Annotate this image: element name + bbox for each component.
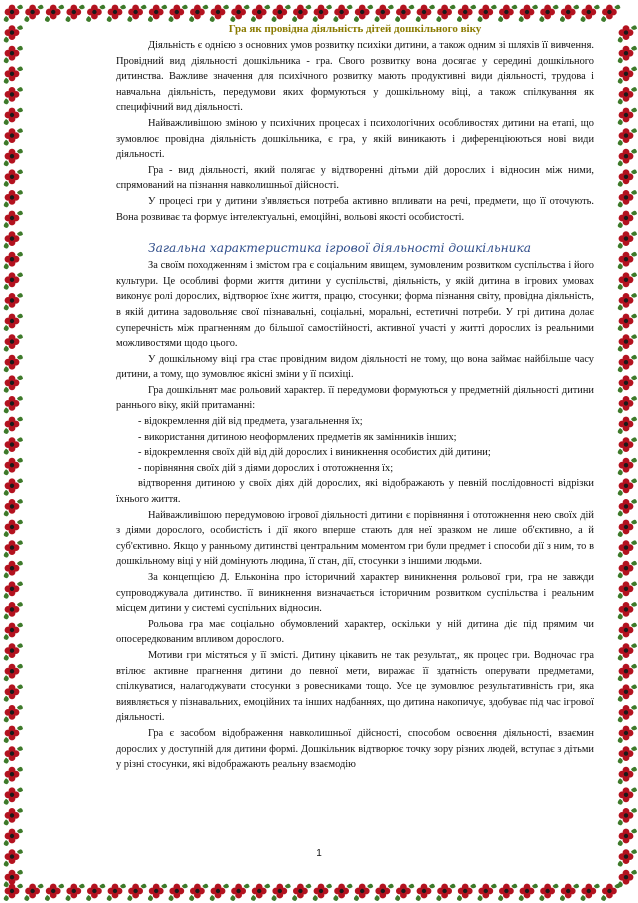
paragraph: Гра є засобом відображення навколишньої дійсності, способом освоєння діяльності, взаємин дорослих у доступній для дитини формі. Дошкільник відтворює точку зору різних людей, вступає з дітьми у різні стосунки, які відображають реальну взаємодію	[116, 727, 594, 771]
border-flower-icon	[4, 520, 23, 537]
border-flower-icon	[45, 884, 64, 901]
border-flower-icon	[618, 684, 637, 701]
border-flower-icon	[4, 684, 23, 701]
border-flower-icon	[4, 623, 23, 640]
border-flower-icon	[230, 5, 249, 22]
border-flower-icon	[478, 5, 497, 22]
border-flower-icon	[4, 128, 23, 145]
border-flower-icon	[618, 396, 637, 413]
border-flower-icon	[45, 5, 64, 22]
border-flower-icon	[618, 46, 637, 63]
border-flower-icon	[4, 664, 23, 681]
border-flower-icon	[333, 884, 352, 901]
border-flower-icon	[4, 87, 23, 104]
border-flower-icon	[498, 5, 517, 22]
border-flower-icon	[251, 884, 270, 901]
border-flower-icon	[618, 767, 637, 784]
border-flower-icon	[436, 884, 455, 901]
border-flower-icon	[4, 458, 23, 475]
border-flower-icon	[618, 375, 637, 392]
border-flower-icon	[618, 581, 637, 598]
border-flower-icon	[4, 231, 23, 248]
border-flower-icon	[189, 884, 208, 901]
border-flower-icon	[4, 581, 23, 598]
border-flower-icon	[189, 5, 208, 22]
border-flower-icon	[169, 5, 188, 22]
border-flower-icon	[519, 5, 538, 22]
document-title: Гра як провідна діяльність дітей дошкільного віку	[228, 23, 482, 35]
border-flower-icon	[618, 499, 637, 516]
paragraph: Рольова гра має соціально обумовлений характер, оскільки у ній дитина діє під прямим чи опосередкованим впливом дорослого.	[116, 618, 594, 646]
border-flower-icon	[416, 884, 435, 901]
paragraph: У процесі гри у дитини з'являється потреба активно впливати на речі, предмети, що її оточують. Вона розвиває та формує інтелектуальні, емоційні, вольові якості особистості.	[116, 195, 594, 223]
border-flower-icon	[375, 884, 394, 901]
border-flower-icon	[354, 5, 373, 22]
preconditions-list	[116, 414, 594, 476]
border-flower-icon	[127, 5, 146, 22]
paragraph: За своїм походженням і змістом гра є соціальним явищем, зумовленим розвитком суспільства і його культури. Це особливі форми життя дитини у суспільстві, діяльність, у якій дитина в ігрових умовах виконує ролі дорослих, відтворює їхнє життя, працю, стосунки; форма пізнання світу, провідна діяльність, в якій дитина задовольняє свої пізнавальні, соціальні, моральні, естетичні потреби. У грі дитина долає суперечність між прагненням до більшої самостійності, активної участі у житті дорослих із реальними можливостями щодо цього.	[116, 260, 594, 350]
intro-section	[116, 38, 594, 225]
border-flower-icon	[618, 334, 637, 351]
border-flower-icon	[395, 884, 414, 901]
border-flower-icon	[272, 5, 291, 22]
border-flower-icon	[4, 561, 23, 578]
border-flower-icon	[148, 5, 167, 22]
border-flower-icon	[618, 25, 637, 42]
border-flower-icon	[601, 5, 620, 22]
border-flower-icon	[230, 884, 249, 901]
border-flower-icon	[618, 272, 637, 289]
border-flower-icon	[618, 128, 637, 145]
border-flower-icon	[539, 884, 558, 901]
border-flower-icon	[618, 478, 637, 495]
border-flower-icon	[618, 190, 637, 207]
border-flower-icon	[66, 884, 85, 901]
paragraph: У дошкільному віці гра стає провідним видом діяльності не тому, що вона займає найбільше часу дитини, а тому, що зумовлює якісні зміни у її психіці.	[116, 353, 594, 381]
border-flower-icon	[618, 602, 637, 619]
border-flower-icon	[618, 746, 637, 763]
border-flower-icon	[618, 808, 637, 825]
border-flower-icon	[4, 499, 23, 516]
border-flower-icon	[313, 5, 332, 22]
border-flower-icon	[127, 884, 146, 901]
border-flower-icon	[618, 417, 637, 434]
border-flower-icon	[333, 5, 352, 22]
border-flower-icon	[4, 643, 23, 660]
border-flower-icon	[498, 884, 517, 901]
border-flower-icon	[4, 334, 23, 351]
border-flower-icon	[4, 705, 23, 722]
border-flower-icon	[436, 5, 455, 22]
border-flower-icon	[24, 5, 43, 22]
border-flower-icon	[4, 355, 23, 372]
border-flower-icon	[4, 602, 23, 619]
border-flower-icon	[107, 5, 126, 22]
page-number: 1	[316, 848, 322, 859]
border-flower-icon	[457, 884, 476, 901]
border-flower-icon	[581, 884, 600, 901]
border-flower-icon	[4, 808, 23, 825]
border-flower-icon	[618, 643, 637, 660]
border-flower-icon	[4, 767, 23, 784]
border-flower-icon	[618, 149, 637, 166]
border-flower-icon	[618, 66, 637, 83]
border-flower-icon	[618, 108, 637, 125]
border-flower-icon	[24, 884, 43, 901]
border-flower-icon	[4, 314, 23, 331]
border-flower-icon	[66, 5, 85, 22]
border-flower-icon	[560, 884, 579, 901]
paragraph: Найважливішою передумовою ігрової діяльності дитини є порівняння і ототожнення нею своїх дій з діями дорослого, особистість і дії якого вперше стають для неї зразком не лише об'єктивно, а й суб'єктивно. Якщо у ранньому дитинстві центральним моментом гри були предмет і способи дії з ним, то в дошкільному віці у ній домінують людина, її стан, дії, стосунки з іншими людьми.	[116, 509, 594, 568]
border-flower-icon	[313, 884, 332, 901]
border-flower-icon	[354, 884, 373, 901]
border-flower-icon	[618, 787, 637, 804]
border-flower-icon	[251, 5, 270, 22]
border-flower-icon	[4, 396, 23, 413]
border-flower-icon	[292, 884, 311, 901]
border-flower-icon	[618, 231, 637, 248]
border-flower-icon	[169, 884, 188, 901]
border-flower-icon	[601, 884, 620, 901]
border-flower-icon	[375, 5, 394, 22]
border-flower-icon	[618, 458, 637, 475]
border-flower-icon	[4, 5, 23, 22]
border-flower-icon	[86, 884, 105, 901]
border-flower-icon	[4, 149, 23, 166]
border-flower-icon	[4, 169, 23, 186]
border-flower-icon	[618, 540, 637, 557]
border-flower-icon	[4, 25, 23, 42]
border-flower-icon	[618, 314, 637, 331]
border-flower-icon	[618, 870, 637, 887]
border-flower-icon	[4, 787, 23, 804]
border-flower-icon	[210, 884, 229, 901]
border-flower-icon	[618, 355, 637, 372]
paragraph: Діяльність є однією з основних умов розвитку психіки дитини, а також одним зі шляхів її вивчення. Провідний вид діяльності дошкільника - гра. Свого розвитку вона досягає у середині дошкільного дитинства. Важливе значення для психічного розвитку мають продуктивні види діяльності, трудова і навчальна діяльність, передумови яких формуються у дошкільному віці, а також спілкування як специфічний вид діяльності.	[116, 40, 594, 114]
border-flower-icon	[618, 829, 637, 846]
border-flower-icon	[4, 66, 23, 83]
border-flower-icon	[4, 272, 23, 289]
paragraph: Найважливішою зміною у психічних процесах і психологічних особливостях дитини на етапі, що зумовлює провідна діяльність дошкільника, є гра, у якій виникають і диференціюються нові види діяльності.	[116, 117, 594, 161]
paragraph: За концепцією Д. Ельконіна про історичний характер виникнення рольової гри, гра не завжди супроводжувала дитинство. її виникнення визначається історичним розвитком суспільства і реальним місцем дитини у системі суспільних відносин.	[116, 572, 594, 615]
document-page	[116, 22, 594, 773]
border-flower-icon	[210, 5, 229, 22]
border-flower-icon	[4, 252, 23, 269]
border-flower-icon	[618, 87, 637, 104]
border-flower-icon	[618, 520, 637, 537]
main-section	[116, 258, 594, 773]
border-flower-icon	[4, 375, 23, 392]
list-item: - відокремлення дій від предмета, узагальнення їх;	[116, 414, 594, 430]
border-flower-icon	[4, 108, 23, 125]
border-flower-icon	[618, 169, 637, 186]
border-flower-icon	[618, 293, 637, 310]
border-flower-icon	[618, 705, 637, 722]
section-heading: Загальна характеристика ігрової діяльності дошкільника	[148, 241, 532, 256]
border-flower-icon	[618, 664, 637, 681]
border-flower-icon	[86, 5, 105, 22]
border-flower-icon	[107, 884, 126, 901]
border-flower-icon	[395, 5, 414, 22]
border-flower-icon	[560, 5, 579, 22]
border-flower-icon	[272, 884, 291, 901]
border-flower-icon	[4, 478, 23, 495]
border-flower-icon	[148, 884, 167, 901]
border-flower-icon	[478, 884, 497, 901]
list-item: - порівняння своїх дій з діями дорослих і ототожнення їх;	[116, 461, 594, 477]
paragraph: Гра - вид діяльності, який полягає у відтворенні дітьми дій дорослих і відносин між ними, спрямований на пізнання навколишньої дійсності.	[116, 164, 594, 192]
border-flower-icon	[618, 623, 637, 640]
border-flower-icon	[618, 561, 637, 578]
border-flower-icon	[292, 5, 311, 22]
border-flower-icon	[416, 5, 435, 22]
border-flower-icon	[4, 540, 23, 557]
border-flower-icon	[457, 5, 476, 22]
border-flower-icon	[539, 5, 558, 22]
border-flower-icon	[4, 417, 23, 434]
border-flower-icon	[4, 293, 23, 310]
list-item: - використання дитиною неоформлених предметів як замінників інших;	[116, 430, 594, 446]
border-flower-icon	[581, 5, 600, 22]
list-item: - відокремлення своїх дій від дій дорослих і виникнення особистих дій дитини;	[116, 445, 594, 461]
border-flower-icon	[4, 190, 23, 207]
border-flower-icon	[618, 726, 637, 743]
border-flower-icon	[618, 252, 637, 269]
border-flower-icon	[519, 884, 538, 901]
border-flower-icon	[4, 211, 23, 228]
border-flower-icon	[4, 46, 23, 63]
list-item-last: відтворення дитиною у своїх діях дій дорослих, які відображають у певній послідовності відрізки їхнього життя.	[116, 478, 594, 506]
border-flower-icon	[4, 829, 23, 846]
border-flower-icon	[4, 726, 23, 743]
border-flower-icon	[4, 746, 23, 763]
border-flower-icon	[618, 437, 637, 454]
paragraph: Мотиви гри містяться у її змісті. Дитину цікавить не так результат,, як процес гри. Водночас гра втілює активне прагнення дитини до певної мети, виражає її здатність оперувати предметами, спілкуватися, налагоджувати стосунки з ровесниками тощо. Усе це зумовлює результативність гри, яка виявляється у пізнавальних, емоційних та інших надбаннях, що дитина накопичує, здобуває під час ігрової діяльності.	[116, 649, 594, 724]
border-flower-icon	[4, 437, 23, 454]
paragraph: Гра дошкільнят має рольовий характер. її передумови формуються у предметній діяльності дитини раннього віку, якій притаманні:	[116, 384, 594, 412]
border-flower-icon	[618, 211, 637, 228]
